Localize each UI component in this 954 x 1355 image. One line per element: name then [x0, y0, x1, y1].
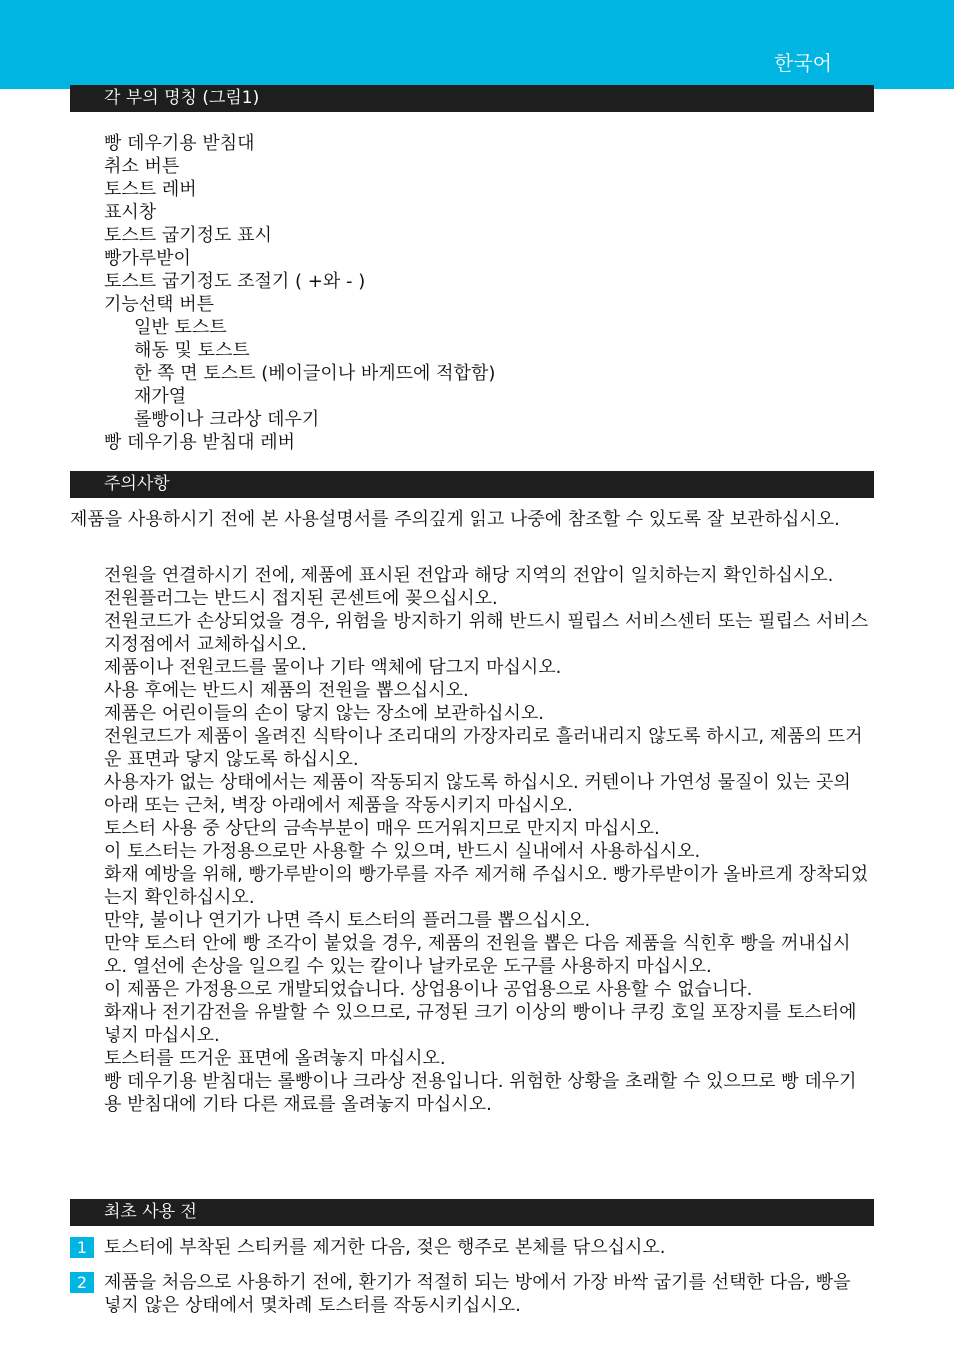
step-number-badge: 2: [70, 1272, 94, 1293]
list-item: 제품이나 전원코드를 물이나 기타 액체에 담그지 마십시오.: [104, 657, 562, 678]
list-item: 이 토스터는 가정용으로만 사용할 수 있으며, 반드시 실내에서 사용하십시오.: [104, 841, 701, 862]
list-item: 빵가루받이: [104, 248, 191, 269]
step-item: [70, 1236, 870, 1259]
list-item: 제품은 어린이들의 손이 닿지 않는 장소에 보관하십시오.: [104, 703, 544, 724]
list-item: 만약, 불이나 연기가 나면 즉시 토스터의 플러그를 뽑으십시오.: [104, 910, 591, 931]
list-item: 토스터 사용 중 상단의 금속부분이 매우 뜨거워지므로 만지지 마십시오.: [104, 818, 660, 839]
list-item: 토스트 굽기정도 표시: [104, 225, 272, 246]
parts-list: [104, 132, 495, 454]
step-text: 토스터에 부착된 스티커를 제거한 다음, 젖은 행주로 본체를 닦으십시오.: [104, 1237, 666, 1258]
list-item: 재가열: [134, 386, 187, 407]
list-item: 한 쪽 면 토스트 (베이글이나 바게뜨에 적합함): [134, 363, 496, 384]
first-use-steps: [70, 1236, 870, 1329]
list-item: 전원코드가 손상되었을 경우, 위험을 방지하기 위해 반드시 필립스 서비스센터 또는 필립스 서비스 지정점에서 교체하십시오.: [104, 611, 869, 655]
step-item: [70, 1271, 870, 1317]
language-label: 한국어: [774, 51, 832, 75]
list-item: 기능선택 버튼: [104, 294, 215, 315]
list-item: 빵 데우기용 받침대: [104, 133, 255, 154]
list-item: 일반 토스트: [134, 317, 227, 338]
step-text: 제품을 처음으로 사용하기 전에, 환기가 적절히 되는 방에서 가장 바싹 굽기를 선택한 다음, 빵을 넣지 않은 상태에서 몇차례 토스터를 작동시키십시오.: [104, 1272, 851, 1316]
list-item: 전원코드가 제품이 올려진 식탁이나 조리대의 가장자리로 흘러내리지 않도록 하시고, 제품의 뜨거운 표면과 닿지 않도록 하십시오.: [104, 726, 863, 770]
list-item: 롤빵이나 크라상 데우기: [134, 409, 320, 430]
step-number-badge: 1: [70, 1237, 94, 1258]
caution-intro: 제품을 사용하시기 전에 본 사용설명서를 주의깊게 읽고 나중에 참조할 수 있도록 잘 보관하십시오.: [70, 509, 840, 530]
list-item: 만약 토스터 안에 빵 조각이 붙었을 경우, 제품의 전원을 뽑은 다음 제품을 식힌후 빵을 꺼내십시오. 열선에 손상을 일으킬 수 있는 칼이나 날카로운 도구를 사용하지 마십시오.: [104, 933, 851, 977]
section-heading-first-use: 최초 사용 전: [70, 1199, 874, 1226]
list-item: 전원을 연결하시기 전에, 제품에 표시된 전압과 해당 지역의 전압이 일치하는지 확인하십시오.: [104, 565, 834, 586]
section-heading-caution: 주의사항: [70, 471, 874, 498]
list-item: 표시창: [104, 202, 157, 223]
list-item: 토스트 레버: [104, 179, 197, 200]
header-band: [0, 0, 954, 89]
section-heading-parts: 각 부의 명칭 (그림1): [70, 85, 874, 112]
list-item: 취소 버튼: [104, 156, 180, 177]
list-item: 사용 후에는 반드시 제품의 전원을 뽑으십시오.: [104, 680, 469, 701]
list-item: 사용자가 없는 상태에서는 제품이 작동되지 않도록 하십시오. 커텐이나 가연성 물질이 있는 곳의 아래 또는 근처, 벽장 아래에서 제품을 작동시키지 마십시오.: [104, 772, 851, 816]
list-item: 빵 데우기용 받침대는 롤빵이나 크라상 전용입니다. 위험한 상황을 초래할 수 있으므로 빵 데우기용 받침대에 기타 다른 재료를 올려놓지 마십시오.: [104, 1071, 857, 1115]
list-item: 화재 예방을 위해, 빵가루받이의 빵가루를 자주 제거해 주십시오. 빵가루받이가 올바르게 장착되었는지 확인하십시오.: [104, 864, 869, 908]
list-item: 전원플러그는 반드시 접지된 콘센트에 꽂으십시오.: [104, 588, 498, 609]
list-item: 토스트 굽기정도 조절기 ( +와 - ): [104, 271, 366, 292]
list-item: 이 제품은 가정용으로 개발되었습니다. 상업용이나 공업용으로 사용할 수 없습니다.: [104, 979, 753, 1000]
list-item: 화재나 전기감전을 유발할 수 있으므로, 규정된 크기 이상의 빵이나 쿠킹 호일 포장지를 토스터에 넣지 마십시오.: [104, 1002, 857, 1046]
list-item: 해동 및 토스트: [134, 340, 250, 361]
caution-list: [104, 564, 870, 1116]
list-item: 빵 데우기용 받침대 레버: [104, 432, 296, 453]
list-item: 토스터를 뜨거운 표면에 올려놓지 마십시오.: [104, 1048, 446, 1069]
